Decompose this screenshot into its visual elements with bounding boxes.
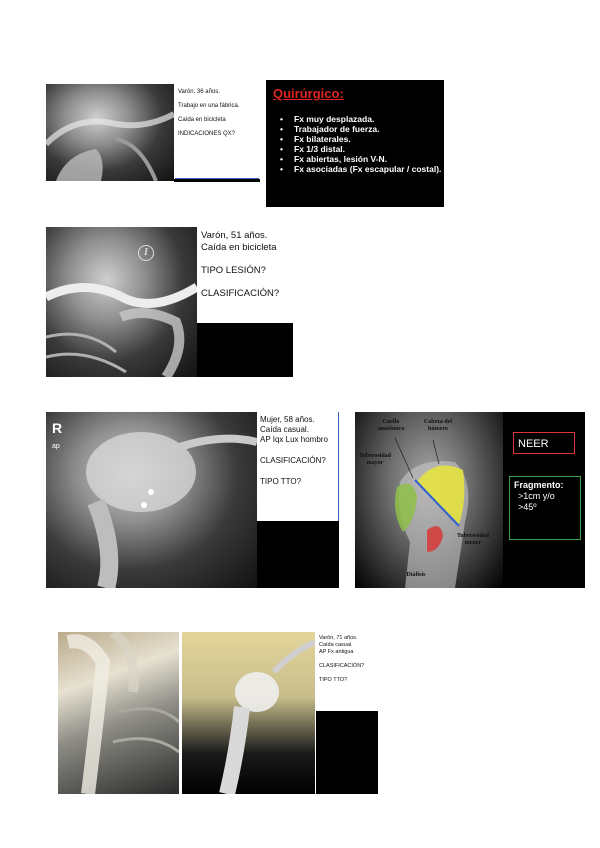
case3-notes [257, 412, 339, 521]
case2-notes [198, 227, 293, 323]
label-lesser-tuberosity: Tuberosidad menor [456, 533, 490, 546]
case4-black-strip [316, 711, 378, 794]
case1-line: INDICACIONES QX? [178, 131, 236, 137]
case4-line: Caída casual. [319, 642, 353, 648]
xray-case4-view2 [182, 632, 315, 794]
case3-black-strip [257, 521, 339, 588]
case1-line: Trabajo en una fábrica. [178, 103, 240, 109]
case4-line: TIPO TTO? [319, 677, 348, 683]
side-marker: R [52, 420, 63, 436]
surgical-slide-title: Quirúrgico: [273, 86, 344, 101]
fragment-criteria-box [509, 476, 581, 540]
criterion: >45º [518, 502, 537, 512]
fragment-title: Fragmento: [514, 480, 564, 490]
label-greater-tuberosity: Tuberosidad mayor [358, 453, 392, 466]
case2-line: CLASIFICACIÓN? [201, 288, 280, 299]
case2-line: TIPO LESIÓN? [201, 265, 266, 276]
list-item: • Fx bilaterales. [280, 134, 441, 144]
case3-line: Mujer, 58 años. [260, 415, 315, 424]
list-item: • Fx abiertas, lesión V-N. [280, 154, 441, 164]
humerus-anatomy-diagram [355, 412, 503, 588]
case4-line: CLASIFICACIÓN? [319, 663, 365, 669]
xray-case1-shoulder [46, 84, 174, 181]
case1-line: Varón, 36 años. [178, 89, 220, 95]
neer-classification-panel [503, 412, 585, 588]
surgical-indications-list [280, 114, 441, 174]
case4-line: Varón, 71 años. [319, 635, 358, 641]
case1-notes [175, 84, 259, 179]
case1-black-strip [174, 179, 260, 182]
surgical-indications-slide [266, 80, 444, 207]
list-item: • Fx 1/3 distal. [280, 144, 441, 154]
view-marker: ap [52, 443, 60, 450]
xray-case3-proximal-humerus [46, 412, 257, 588]
case4-line: AP Fx antigua [319, 649, 354, 655]
case3-line: TIPO TTO? [260, 477, 302, 486]
image-marker: I [138, 245, 154, 261]
xray-case4-view1 [58, 632, 179, 794]
xray-case2-clavicle [46, 227, 197, 377]
case2-black-strip [197, 323, 293, 377]
case3-line: Caída casual. [260, 425, 309, 434]
label-humeral-head: Cabeza del húmero [423, 419, 453, 432]
criterion: >1cm y/o [518, 491, 555, 501]
case2-line: Varón, 51 años. [201, 230, 268, 241]
neer-title: NEER [513, 432, 575, 454]
list-item: • Trabajador de fuerza. [280, 124, 441, 134]
case3-line: AP Iqx Lux hombro [260, 435, 328, 444]
list-item: • Fx muy desplazada. [280, 114, 441, 124]
case4-notes [317, 632, 377, 711]
list-item: • Fx asociadas (Fx escapular / costal). [280, 164, 441, 174]
label-diaphysis: Diáfisis [406, 572, 426, 578]
case1-line: Caída en bicicleta [178, 117, 226, 123]
label-anatomical-neck: Cuello anatómico [377, 419, 405, 432]
case3-line: CLASIFICACIÓN? [260, 456, 326, 465]
case2-line: Caída en bicicleta [201, 242, 277, 253]
